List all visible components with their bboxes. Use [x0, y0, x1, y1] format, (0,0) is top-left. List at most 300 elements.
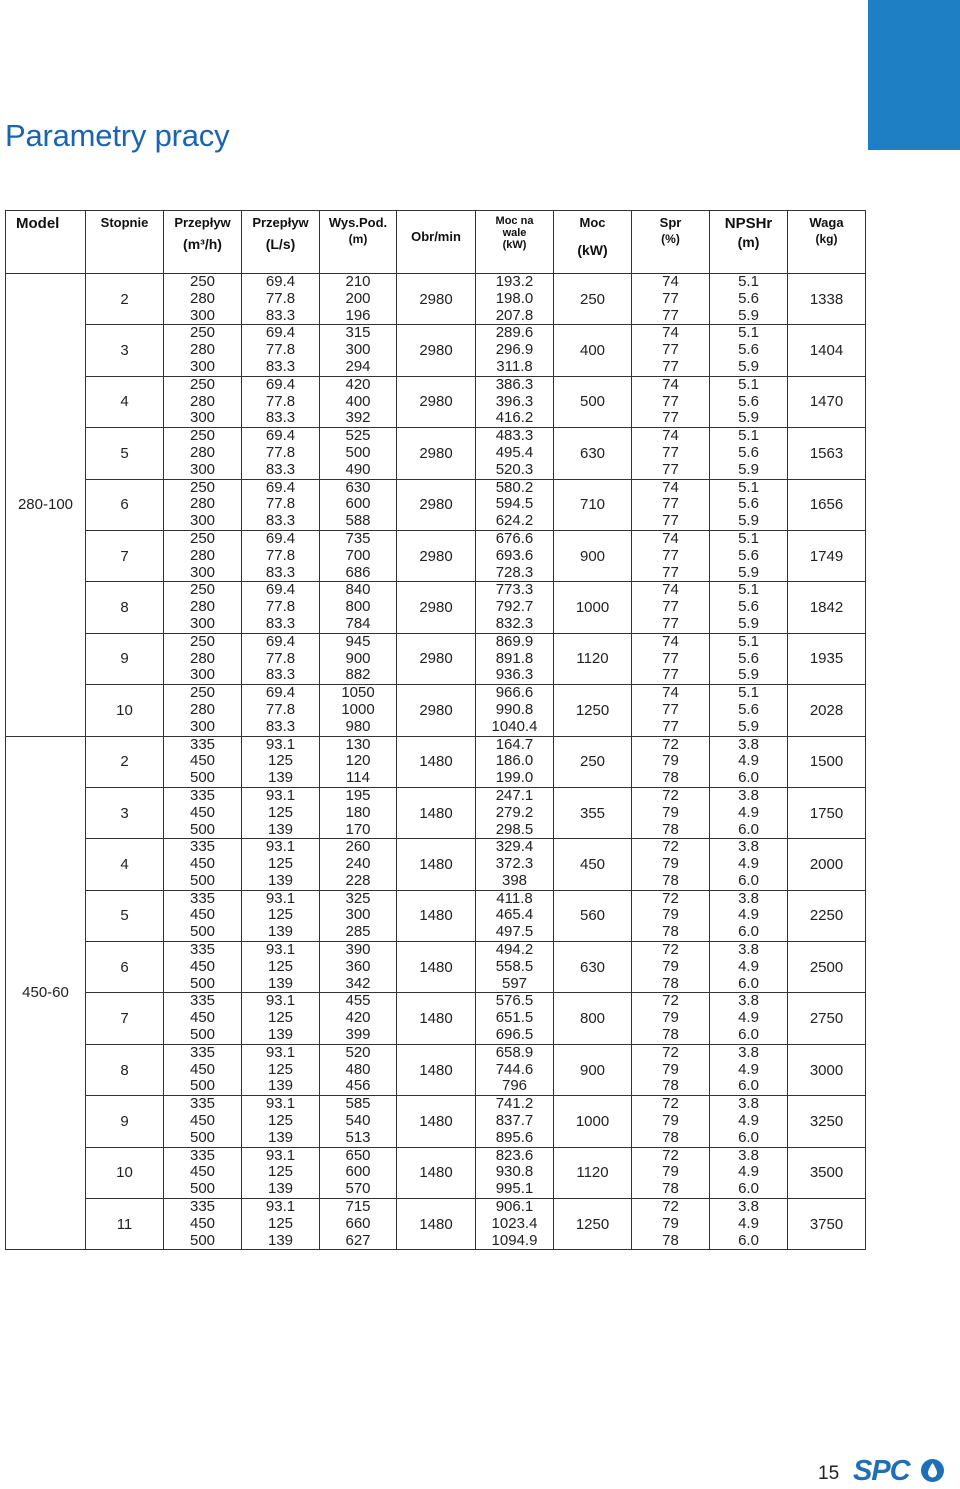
power-cell: 630: [554, 428, 632, 479]
npshr-cell-value: 6.0: [738, 820, 759, 838]
flow-ls-cell-value: 77.8: [265, 495, 296, 513]
npshr-cell-value: 3.8: [738, 889, 759, 907]
efficiency-cell-value: 72: [662, 786, 679, 804]
efficiency-cell: [632, 428, 710, 479]
flow-ls-cell-value: 83.3: [265, 666, 296, 684]
flow-m3h-cell-value: 500: [189, 1180, 216, 1198]
efficiency-cell-value: 78: [662, 1077, 679, 1095]
head-cell-value: 882: [345, 666, 371, 684]
head-cell-value: 456: [345, 1077, 371, 1095]
stages-cell: 4: [86, 376, 164, 427]
flow-m3h-cell: [164, 839, 242, 890]
head-cell-value: 196: [345, 306, 371, 324]
flow-m3h-cell-value: 280: [189, 649, 216, 667]
head-cell-value: 360: [345, 957, 371, 975]
flow-ls-cell-value: 83.3: [265, 512, 296, 530]
efficiency-cell-value: 79: [662, 1060, 679, 1078]
npshr-cell-value: 5.6: [738, 649, 759, 667]
head-cell-value: 180: [345, 803, 371, 821]
head-cell-value: 240: [345, 855, 371, 873]
head-cell-value: 715: [345, 1198, 371, 1216]
rpm-cell: 1480: [397, 839, 476, 890]
flow-m3h-cell: [164, 1199, 242, 1250]
flow-ls-cell: [242, 942, 320, 993]
flow-ls-cell-value: 69.4: [265, 684, 296, 702]
efficiency-cell-value: 79: [662, 1163, 679, 1181]
shaft-power-cell-value: 891.8: [495, 649, 534, 667]
efficiency-cell-value: 77: [662, 409, 679, 427]
stages-cell: 6: [86, 942, 164, 993]
flow-m3h-cell-value: 500: [189, 769, 216, 787]
efficiency-cell-value: 78: [662, 820, 679, 838]
weight-cell: 1338: [788, 274, 866, 325]
efficiency-cell: [632, 274, 710, 325]
table-row: [6, 633, 866, 684]
flow-m3h-cell: [164, 633, 242, 684]
npshr-cell-value: 4.9: [738, 1112, 759, 1130]
shaft-power-cell: [476, 787, 554, 838]
flow-m3h-cell: [164, 736, 242, 787]
header-wys-pod: Wys.Pod. (m): [320, 211, 397, 274]
efficiency-cell-value: 77: [662, 460, 679, 478]
npshr-cell: [710, 993, 788, 1044]
weight-cell: 2000: [788, 839, 866, 890]
shaft-power-cell: [476, 274, 554, 325]
flow-m3h-cell-value: 250: [189, 427, 216, 445]
efficiency-cell-value: 72: [662, 1146, 679, 1164]
header-przeplyw-m3h: Przepływ (m³/h): [164, 211, 242, 274]
shaft-power-cell-value: 624.2: [495, 512, 534, 530]
stages-cell: 10: [86, 685, 164, 736]
flow-ls-cell: [242, 274, 320, 325]
npshr-cell-value: 3.8: [738, 992, 759, 1010]
shaft-power-cell-value: 597: [501, 974, 528, 992]
efficiency-cell-value: 72: [662, 941, 679, 959]
weight-cell: 3250: [788, 1096, 866, 1147]
flow-ls-cell-value: 139: [267, 1231, 294, 1249]
head-cell-value: 399: [345, 1026, 371, 1044]
head-cell-value: 342: [345, 974, 371, 992]
power-cell: 1000: [554, 582, 632, 633]
npshr-cell-value: 5.6: [738, 289, 759, 307]
head-cell: [320, 685, 397, 736]
flow-ls-cell-value: 139: [267, 769, 294, 787]
table-row: [6, 274, 866, 325]
stages-cell: 2: [86, 736, 164, 787]
npshr-cell-value: 4.9: [738, 803, 759, 821]
npshr-cell-value: 5.6: [738, 495, 759, 513]
shaft-power-cell-value: 728.3: [495, 563, 534, 581]
head-cell-value: 300: [345, 341, 371, 359]
npshr-cell-value: 5.6: [738, 392, 759, 410]
shaft-power-cell-value: 329.4: [495, 838, 534, 856]
shaft-power-cell-value: 298.5: [495, 820, 534, 838]
efficiency-cell: [632, 325, 710, 376]
head-cell: [320, 942, 397, 993]
table-row: [6, 325, 866, 376]
shaft-power-cell: [476, 736, 554, 787]
efficiency-cell-value: 72: [662, 735, 679, 753]
efficiency-cell-value: 78: [662, 923, 679, 941]
flow-m3h-cell-value: 450: [189, 855, 216, 873]
npshr-cell-value: 5.1: [738, 478, 759, 496]
efficiency-cell: [632, 839, 710, 890]
shaft-power-cell: [476, 1044, 554, 1095]
flow-ls-cell-value: 125: [267, 1163, 294, 1181]
shaft-power-cell-value: 576.5: [495, 992, 534, 1010]
flow-m3h-cell-value: 300: [189, 666, 216, 684]
efficiency-cell: [632, 942, 710, 993]
shaft-power-cell-value: 372.3: [495, 855, 534, 873]
head-cell: [320, 376, 397, 427]
shaft-power-cell-value: 693.6: [495, 546, 534, 564]
head-cell: [320, 479, 397, 530]
stages-cell: 9: [86, 633, 164, 684]
shaft-power-cell-value: 580.2: [495, 478, 534, 496]
flow-ls-cell-value: 77.8: [265, 546, 296, 564]
rpm-cell: 1480: [397, 942, 476, 993]
rpm-cell: 2980: [397, 633, 476, 684]
stages-cell: 10: [86, 1147, 164, 1198]
flow-ls-cell-value: 83.3: [265, 357, 296, 375]
shaft-power-cell-value: 796: [501, 1077, 528, 1095]
head-cell-value: 630: [345, 478, 371, 496]
weight-cell: 1749: [788, 530, 866, 581]
head-cell: [320, 1044, 397, 1095]
shaft-power-cell: [476, 530, 554, 581]
head-cell-value: 900: [345, 649, 371, 667]
head-cell: [320, 839, 397, 890]
head-cell: [320, 325, 397, 376]
npshr-cell: [710, 633, 788, 684]
npshr-cell: [710, 376, 788, 427]
shaft-power-cell-value: 164.7: [495, 735, 534, 753]
flow-ls-cell: [242, 633, 320, 684]
flow-m3h-cell-value: 250: [189, 324, 216, 342]
flow-m3h-cell-value: 500: [189, 1128, 216, 1146]
shaft-power-cell: [476, 839, 554, 890]
efficiency-cell-value: 79: [662, 752, 679, 770]
flow-m3h-cell-value: 280: [189, 443, 216, 461]
efficiency-cell-value: 79: [662, 1009, 679, 1027]
efficiency-cell-value: 78: [662, 871, 679, 889]
efficiency-cell-value: 77: [662, 700, 679, 718]
flow-ls-cell-value: 139: [267, 974, 294, 992]
header-model: Model: [6, 211, 86, 274]
npshr-cell-value: 5.9: [738, 512, 759, 530]
npshr-cell-value: 6.0: [738, 923, 759, 941]
flow-ls-cell-value: 93.1: [265, 735, 296, 753]
head-cell-value: 260: [345, 838, 371, 856]
flow-m3h-cell: [164, 530, 242, 581]
page-number: 15: [818, 1463, 840, 1484]
shaft-power-cell-value: 207.8: [495, 306, 534, 324]
head-cell-value: 700: [345, 546, 371, 564]
npshr-cell: [710, 787, 788, 838]
efficiency-cell-value: 77: [662, 341, 679, 359]
npshr-cell: [710, 530, 788, 581]
shaft-power-cell: [476, 993, 554, 1044]
shaft-power-cell-value: 198.0: [495, 289, 534, 307]
efficiency-cell-value: 72: [662, 838, 679, 856]
flow-m3h-cell-value: 250: [189, 529, 216, 547]
flow-m3h-cell: [164, 479, 242, 530]
flow-ls-cell-value: 83.3: [265, 306, 296, 324]
rpm-cell: 1480: [397, 1147, 476, 1198]
shaft-power-cell-value: 296.9: [495, 341, 534, 359]
efficiency-cell-value: 78: [662, 1180, 679, 1198]
efficiency-cell-value: 79: [662, 1112, 679, 1130]
flow-m3h-cell: [164, 787, 242, 838]
npshr-cell: [710, 582, 788, 633]
stages-cell: 2: [86, 274, 164, 325]
table-row: [6, 428, 866, 479]
head-cell: [320, 274, 397, 325]
header-przeplyw-ls: Przepływ (L/s): [242, 211, 320, 274]
flow-ls-cell: [242, 736, 320, 787]
efficiency-cell-value: 77: [662, 495, 679, 513]
npshr-cell: [710, 1147, 788, 1198]
flow-m3h-cell-value: 335: [189, 735, 216, 753]
head-cell-value: 294: [345, 357, 371, 375]
model-name-cell: 280-100: [6, 274, 86, 737]
head-cell-value: 195: [345, 786, 371, 804]
shaft-power-cell-value: 895.6: [495, 1128, 534, 1146]
flow-ls-cell-value: 139: [267, 923, 294, 941]
npshr-cell-value: 5.1: [738, 375, 759, 393]
shaft-power-cell-value: 497.5: [495, 923, 534, 941]
head-cell-value: 600: [345, 495, 371, 513]
flow-ls-cell-value: 83.3: [265, 563, 296, 581]
weight-cell: 3500: [788, 1147, 866, 1198]
shaft-power-cell: [476, 428, 554, 479]
stages-cell: 8: [86, 1044, 164, 1095]
shaft-power-cell-value: 483.3: [495, 427, 534, 445]
power-cell: 1000: [554, 1096, 632, 1147]
shaft-power-cell-value: 832.3: [495, 614, 534, 632]
head-cell-value: 660: [345, 1214, 371, 1232]
stages-cell: 6: [86, 479, 164, 530]
head-cell: [320, 736, 397, 787]
flow-m3h-cell-value: 450: [189, 1009, 216, 1027]
shaft-power-cell-value: 930.8: [495, 1163, 534, 1181]
flow-ls-cell: [242, 787, 320, 838]
rpm-cell: 1480: [397, 993, 476, 1044]
head-cell-value: 455: [345, 992, 371, 1010]
flow-m3h-cell: [164, 325, 242, 376]
shaft-power-cell-value: 1094.9: [491, 1231, 538, 1249]
flow-ls-cell: [242, 890, 320, 941]
head-cell-value: 500: [345, 443, 371, 461]
flow-m3h-cell: [164, 582, 242, 633]
power-cell: 400: [554, 325, 632, 376]
head-cell: [320, 428, 397, 479]
efficiency-cell: [632, 582, 710, 633]
flow-m3h-cell-value: 450: [189, 957, 216, 975]
flow-ls-cell-value: 125: [267, 1060, 294, 1078]
flow-ls-cell-value: 125: [267, 752, 294, 770]
flow-ls-cell-value: 93.1: [265, 1198, 296, 1216]
weight-cell: 1470: [788, 376, 866, 427]
rpm-cell: 2980: [397, 685, 476, 736]
flow-ls-cell-value: 83.3: [265, 460, 296, 478]
rpm-cell: 1480: [397, 1044, 476, 1095]
power-cell: 250: [554, 274, 632, 325]
head-cell-value: 980: [345, 717, 371, 735]
head-cell-value: 228: [345, 871, 371, 889]
header-moc-na-wale: Moc na wale (kW): [476, 211, 554, 274]
weight-cell: 1656: [788, 479, 866, 530]
head-cell-value: 420: [345, 375, 371, 393]
flow-m3h-cell-value: 450: [189, 906, 216, 924]
flow-ls-cell-value: 125: [267, 855, 294, 873]
npshr-cell-value: 6.0: [738, 1180, 759, 1198]
shaft-power-cell-value: 386.3: [495, 375, 534, 393]
flow-ls-cell-value: 93.1: [265, 941, 296, 959]
head-cell-value: 210: [345, 273, 371, 290]
shaft-power-cell-value: 966.6: [495, 684, 534, 702]
npshr-cell-value: 5.1: [738, 324, 759, 342]
flow-ls-cell-value: 93.1: [265, 992, 296, 1010]
weight-cell: 2250: [788, 890, 866, 941]
flow-m3h-cell-value: 300: [189, 409, 216, 427]
shaft-power-cell-value: 990.8: [495, 700, 534, 718]
flow-ls-cell-value: 69.4: [265, 478, 296, 496]
shaft-power-cell-value: 1040.4: [491, 717, 538, 735]
efficiency-cell: [632, 1147, 710, 1198]
shaft-power-cell-value: 465.4: [495, 906, 534, 924]
table-row: [6, 1096, 866, 1147]
efficiency-cell-value: 77: [662, 512, 679, 530]
table-row: [6, 1147, 866, 1198]
shaft-power-cell-value: 741.2: [495, 1095, 534, 1113]
flow-m3h-cell-value: 335: [189, 992, 216, 1010]
stages-cell: 9: [86, 1096, 164, 1147]
shaft-power-cell: [476, 942, 554, 993]
flow-m3h-cell-value: 500: [189, 974, 216, 992]
flow-ls-cell: [242, 428, 320, 479]
shaft-power-cell: [476, 325, 554, 376]
flow-m3h-cell-value: 300: [189, 614, 216, 632]
header-waga: Waga (kg): [788, 211, 866, 274]
npshr-cell-value: 4.9: [738, 752, 759, 770]
flow-m3h-cell-value: 335: [189, 1146, 216, 1164]
power-cell: 500: [554, 376, 632, 427]
flow-m3h-cell-value: 450: [189, 1112, 216, 1130]
flow-m3h-cell-value: 500: [189, 1231, 216, 1249]
power-cell: 560: [554, 890, 632, 941]
flow-ls-cell: [242, 376, 320, 427]
table-row: [6, 993, 866, 1044]
power-cell: 1250: [554, 1199, 632, 1250]
npshr-cell: [710, 736, 788, 787]
npshr-cell-value: 4.9: [738, 1009, 759, 1027]
flow-m3h-cell: [164, 942, 242, 993]
head-cell-value: 420: [345, 1009, 371, 1027]
flow-m3h-cell-value: 335: [189, 889, 216, 907]
efficiency-cell-value: 79: [662, 1214, 679, 1232]
npshr-cell-value: 3.8: [738, 1146, 759, 1164]
flow-ls-cell-value: 125: [267, 1112, 294, 1130]
head-cell-value: 650: [345, 1146, 371, 1164]
npshr-cell: [710, 1096, 788, 1147]
flow-m3h-cell-value: 280: [189, 546, 216, 564]
npshr-cell-value: 6.0: [738, 1026, 759, 1044]
flow-m3h-cell: [164, 274, 242, 325]
head-cell-value: 200: [345, 289, 371, 307]
flow-ls-cell-value: 69.4: [265, 273, 296, 290]
flow-ls-cell-value: 139: [267, 1128, 294, 1146]
efficiency-cell-value: 77: [662, 546, 679, 564]
rpm-cell: 2980: [397, 582, 476, 633]
flow-m3h-cell-value: 450: [189, 1060, 216, 1078]
flow-ls-cell-value: 125: [267, 906, 294, 924]
model-name-cell: 450-60: [6, 736, 86, 1250]
flow-m3h-cell: [164, 993, 242, 1044]
efficiency-cell-value: 78: [662, 1026, 679, 1044]
table-row: [6, 376, 866, 427]
efficiency-cell: [632, 1096, 710, 1147]
efficiency-cell-value: 77: [662, 666, 679, 684]
npshr-cell-value: 5.6: [738, 700, 759, 718]
head-cell: [320, 993, 397, 1044]
shaft-power-cell-value: 1023.4: [491, 1214, 538, 1232]
flow-ls-cell-value: 69.4: [265, 632, 296, 650]
npshr-cell-value: 3.8: [738, 735, 759, 753]
weight-cell: 3000: [788, 1044, 866, 1095]
flow-m3h-cell-value: 450: [189, 1163, 216, 1181]
flow-ls-cell-value: 69.4: [265, 529, 296, 547]
npshr-cell-value: 5.1: [738, 273, 759, 290]
shaft-power-cell: [476, 376, 554, 427]
efficiency-cell-value: 77: [662, 614, 679, 632]
head-cell: [320, 1096, 397, 1147]
npshr-cell-value: 5.9: [738, 357, 759, 375]
head-cell-value: 490: [345, 460, 371, 478]
head-cell-value: 570: [345, 1180, 371, 1198]
flow-m3h-cell-value: 500: [189, 1077, 216, 1095]
efficiency-cell-value: 77: [662, 443, 679, 461]
shaft-power-cell: [476, 1096, 554, 1147]
flow-m3h-cell-value: 450: [189, 752, 216, 770]
shaft-power-cell-value: 773.3: [495, 581, 534, 599]
npshr-cell-value: 3.8: [738, 1043, 759, 1061]
table-row: [6, 479, 866, 530]
head-cell: [320, 530, 397, 581]
efficiency-cell: [632, 1044, 710, 1095]
shaft-power-cell: [476, 479, 554, 530]
npshr-cell-value: 5.1: [738, 632, 759, 650]
flow-ls-cell: [242, 479, 320, 530]
flow-ls-cell-value: 125: [267, 957, 294, 975]
flow-ls-cell-value: 139: [267, 820, 294, 838]
header-spr: Spr (%): [632, 211, 710, 274]
rpm-cell: 2980: [397, 325, 476, 376]
flow-ls-cell-value: 69.4: [265, 375, 296, 393]
npshr-cell-value: 5.9: [738, 666, 759, 684]
npshr-cell-value: 6.0: [738, 1128, 759, 1146]
flow-m3h-cell-value: 500: [189, 871, 216, 889]
flow-ls-cell-value: 139: [267, 1180, 294, 1198]
head-cell: [320, 633, 397, 684]
head-cell-value: 513: [345, 1128, 371, 1146]
npshr-cell-value: 4.9: [738, 1163, 759, 1181]
table-body: [6, 274, 866, 1250]
efficiency-cell-value: 74: [662, 273, 679, 290]
head-cell-value: 480: [345, 1060, 371, 1078]
flow-m3h-cell-value: 300: [189, 717, 216, 735]
shaft-power-cell: [476, 582, 554, 633]
